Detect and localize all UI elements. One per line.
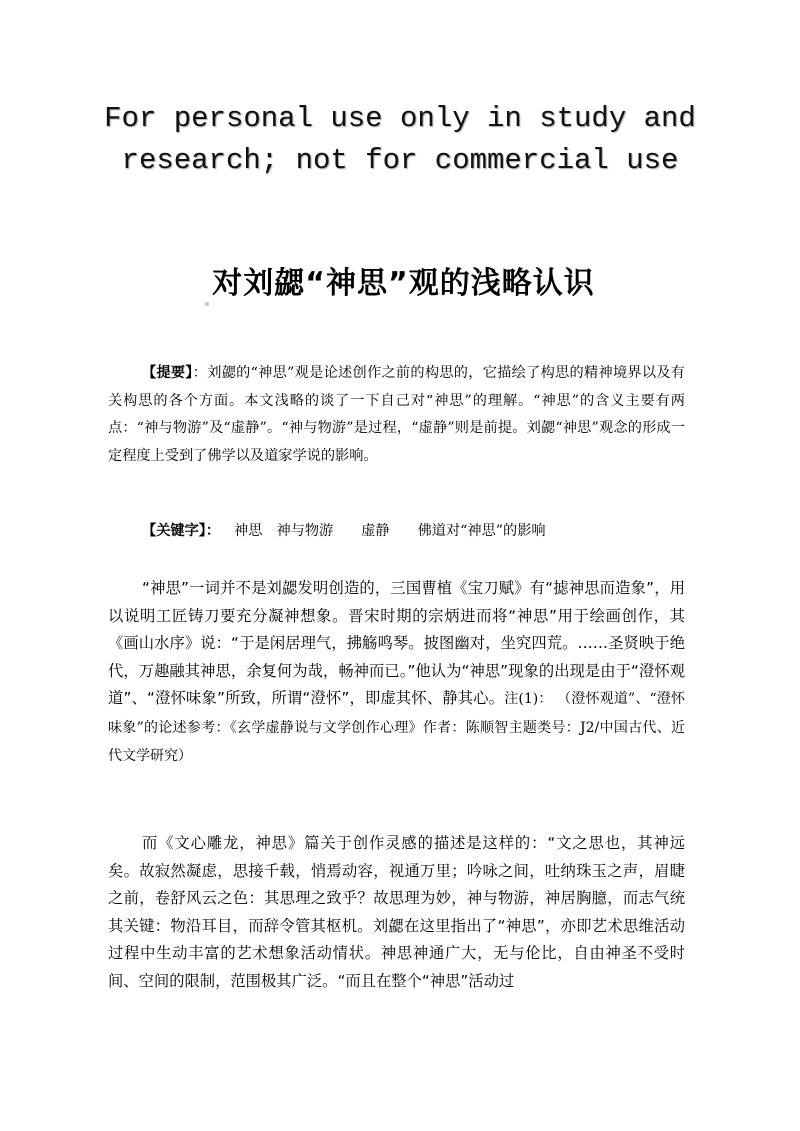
title-marker	[205, 302, 209, 306]
keyword-item: 佛道对“神思”的影响	[417, 523, 546, 539]
watermark-line-1: For personal use only in study and	[104, 102, 696, 135]
keywords-paragraph	[108, 518, 685, 546]
abstract-text: ：刘勰的“神思”观是论述创作之前的构思的，它描绘了构思的精神境界以及有关构思的各个方面。本文浅略的谈了一下自己对“神思”的理解。“神思”的含义主要有两点：“神与物游”及“虚静”。“神与物游”是过程，“虚静”则是前提。刘勰“神思”观念的形成一定程度上受到了佛学以及道家学说的影响。	[108, 365, 685, 464]
document-title	[80, 262, 720, 306]
document-title-text: 对刘勰“神思”观的浅略认识	[212, 266, 595, 301]
keyword-item: 神与物游	[276, 523, 334, 539]
keyword-item: 虚静	[361, 523, 390, 539]
watermark-notice	[80, 98, 720, 182]
keyword-item: 神思	[234, 523, 263, 539]
body-paragraph-2: 而《文心雕龙，神思》篇关于创作灵感的描述是这样的：“文之思也，其神远矣。故寂然凝虑，思接千载，悄焉动容，视通万里；吟咏之间，吐纳珠玉之声，眉睫之前，卷舒风云之色：其思理之致乎？故思理为妙，神与物游，神居胸臆，而志气统其关键：物沿耳目，而辞令管其枢机。刘勰在这里指出了“神思”，亦即艺术思维活动过程中生动丰富的艺术想象活动情状。神思神通广大，无与伦比，自由神圣不受时间、空间的限制，范围极其广泛。“而且在整个“神思”活动过	[108, 834, 685, 990]
abstract-label: 【提要】	[142, 365, 193, 381]
body-paragraph-1-text: “神思”一词并不是刘勰发明创造的，三国曹植《宝刀赋》有“摅神思而造象”，用以说明工匠铸刀要充分凝神想象。晋宋时期的宗炳进而将“神思”用于绘画创作，其《画山水序》说：“于是闲居理气，拂觞鸣琴。披图幽对，坐究四荒。……圣贤映于绝代，万趣融其神思，余复何为哉，畅神而已。”他认为“神思”现象的出现是由于“澄怀观道”、“澄怀味象”所致，所谓“澄怀”，即虚其怀、静其心。	[108, 579, 685, 707]
footnote-reference: 注(1)： （澄怀观道”、“澄怀味象”的论述参考：《玄学虚静说与文学创作心理》作者：陈顺智主题类号：J2/中国古代、近代文学研究）	[108, 691, 685, 764]
body-paragraph-1	[108, 575, 685, 771]
watermark-line-2: research; not for commercial use	[121, 144, 679, 177]
abstract-paragraph	[108, 360, 685, 470]
keywords-label: 【关键字】	[142, 523, 206, 539]
keywords-colon: ：	[205, 523, 221, 539]
